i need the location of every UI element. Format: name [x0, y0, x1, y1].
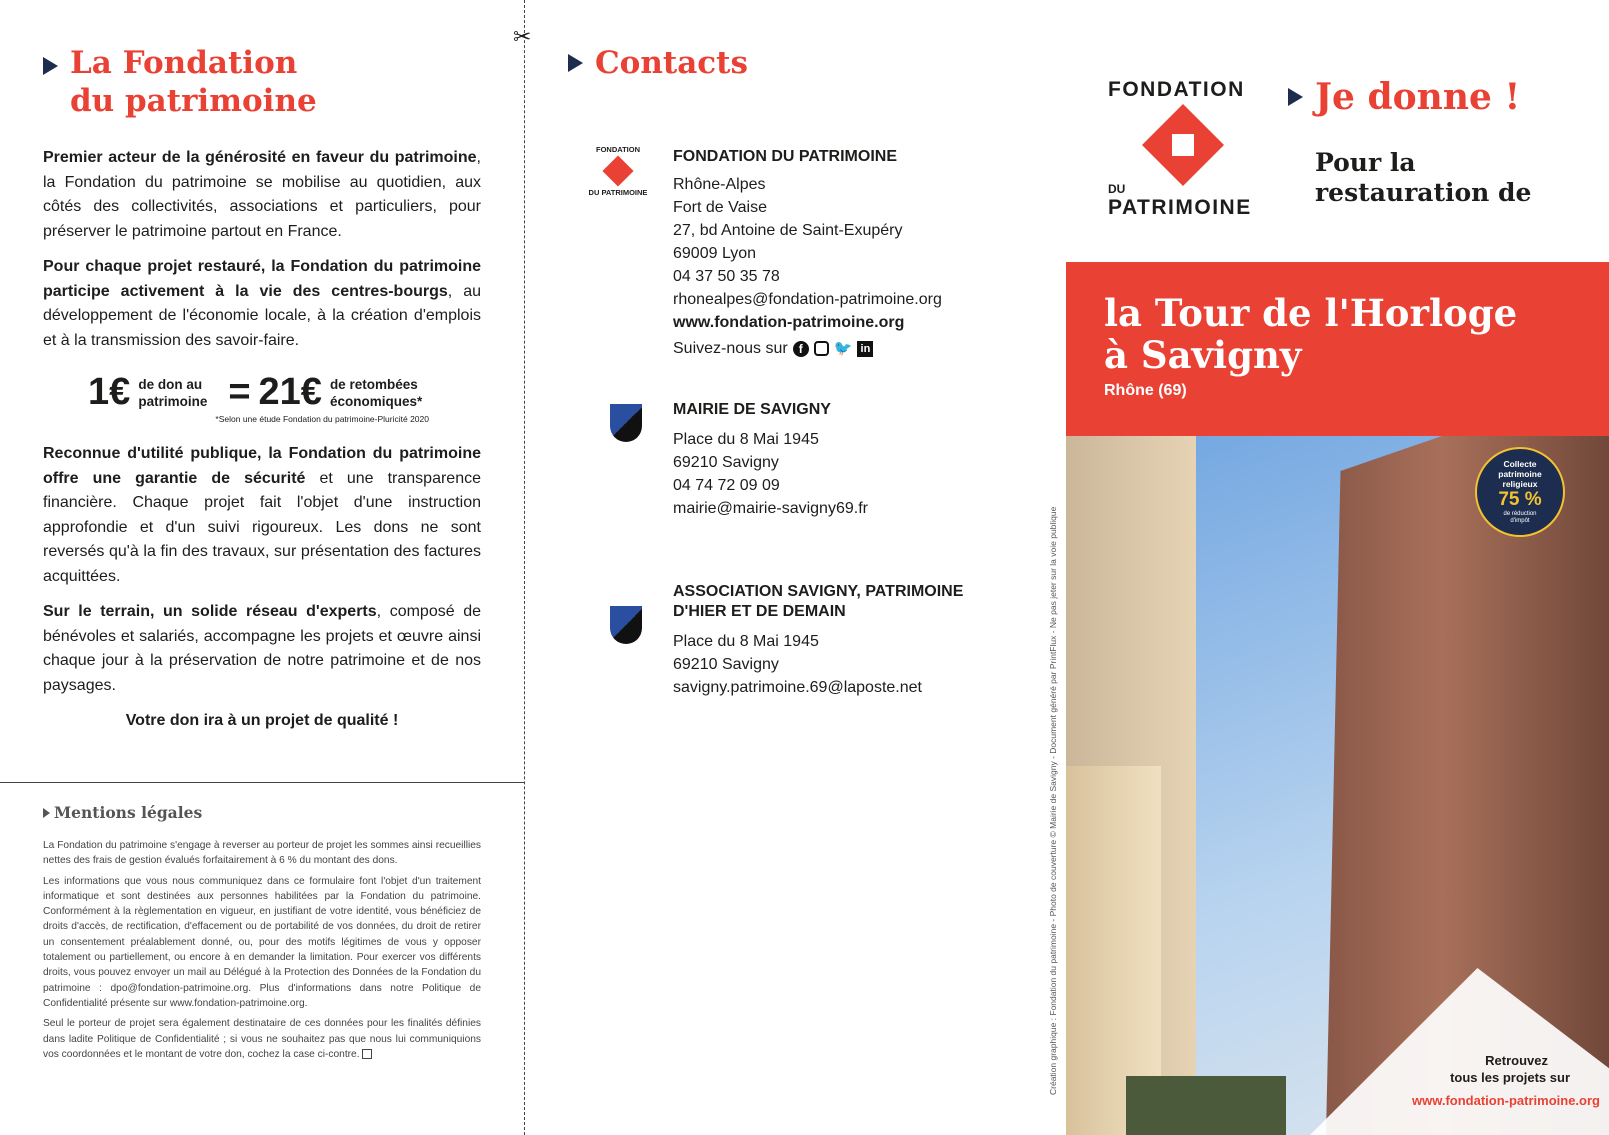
twitter-icon[interactable]: 🐦 [833, 340, 853, 357]
savigny-coat-of-arms-icon [610, 606, 642, 644]
paragraph: Sur le terrain, un solide réseau d'experts, composé de bénévoles et salariés, accompagne les projets et œuvre ainsi chaque jour à la préservation de notre patrimoine et de nos paysages. [43, 603, 481, 694]
contact-fondation: FONDATION DU PATRIMOINE Rhône-Alpes Fort de Vaise 27, bd Antoine de Saint-Exupéry 69009 Lyon 04 37 50 35 78 rhonealpes@fondation-patrimoine.org www.fondation-patrimoine.org Suivez-nous sur f 🐦 in [673, 147, 942, 360]
paragraph: Reconnue d'utilité publique, la Fondation du patrimoine offre une garantie de sécurité et une transparence financière. Chaque projet fait l'objet d'une instruction approfondie et d'un suivi rigoureux. Les dons ne sont reversés qu'à la fin des travaux, sur présentation des factures acquittées. [43, 445, 482, 585]
corner-text: tous les projets sur [1450, 1070, 1570, 1085]
legal-title: Mentions légales [54, 803, 203, 822]
email-link[interactable]: rhonealpes@fondation-patrimoine.org [673, 291, 942, 308]
email-link[interactable]: savigny.patrimoine.69@laposte.net [673, 679, 922, 696]
corner-text: Retrouvez [1485, 1053, 1548, 1068]
instagram-icon[interactable] [814, 341, 829, 356]
savigny-coat-of-arms-icon [610, 404, 642, 442]
linkedin-icon[interactable]: in [857, 341, 873, 357]
contacts-title: Contacts [595, 45, 748, 81]
paragraph: Pour chaque projet restauré, la Fondation du patrimoine participe activement à la vie des centres-bourgs, au développement de l'économie locale, à la création d'emplois et à la transmission des savoir-faire. [43, 258, 481, 349]
left-panel [43, 44, 481, 730]
stat-footnote: *Selon une étude Fondation du patrimoine-Pluricité 2020 [215, 414, 429, 424]
project-title: à Savigny [1104, 333, 1302, 377]
bullet-triangle-icon [43, 808, 50, 818]
contact-association: ASSOCIATION SAVIGNY, PATRIMOINE D'HIER ET DE DEMAIN Place du 8 Mai 1945 69210 Savigny savigny.patrimoine.69@laposte.net [673, 582, 963, 699]
headline: Je donne ! [1315, 76, 1521, 118]
legal-paragraph: Seul le porteur de projet sera également destinataire de ces données pour les finalités définies dans ladite Politique de Confidentialité ; si vous ne souhaitez pas que nous lui communiquions vos coordonnées et le montant de votre don, cochez la case ci-contre. [43, 1018, 481, 1060]
opt-out-checkbox[interactable] [362, 1049, 372, 1059]
legal-section [43, 803, 481, 1067]
paragraph: Premier acteur de la générosité en faveur du patrimoine, la Fondation du patrimoine se mobilise au quotidien, aux côtés des collectivités, associations et particuliers, pour préserver le patrimoine partout en France. [43, 149, 481, 240]
scissors-icon: ✂ [513, 24, 532, 49]
legal-paragraph: La Fondation du patrimoine s'engage à reverser au porteur de projet les sommes ainsi recueillies nettes des frais de gestion évalués forfaitairement à 6 % du montant des dons. [43, 840, 481, 867]
cut-divider [0, 782, 525, 783]
section-title: La Fondation du patrimoine [70, 45, 317, 119]
fold-line [524, 0, 525, 1135]
bullet-triangle-icon [568, 54, 583, 72]
closing-line: Votre don ira à un projet de qualité ! [125, 712, 399, 729]
project-banner [1066, 262, 1609, 436]
website-link[interactable]: www.fondation-patrimoine.org [1411, 1093, 1600, 1108]
fondation-logo: FONDATION DU PATRIMOINE [1108, 78, 1252, 219]
legal-paragraph: Les informations que vous nous communiquez dans ce formulaire font l'objet d'un traitement informatique et sont destinées aux personnes habilitées par la Fondation du patrimoine. Conformément à la règlementation en vigueur, en justifiant de votre identité, vous bénéficiez de droits d'accès, de rectification, d'effacement ou de portabilité de vos données, du droit de retirer un consentement préalablement donné, ou, pour des motifs légitimes de vous y opposer totalement ou partiellement, ou encore à en demander la limitation. Pour exercer vos différents droits, vous pouvez envoyer un mail au Délégué à la Protection des Données de la Fondation du patrimoine : dpo@fondation-patrimoine.org. Plus d'informations dans notre Politique de Confidentialité présente sur www.fondation-patrimoine.org. [43, 875, 481, 1009]
cover-subtitle: Pour la restauration de [1315, 148, 1532, 207]
fondation-logo-small: FONDATION DU PATRIMOINE [588, 145, 648, 197]
contact-mairie: MAIRIE DE SAVIGNY Place du 8 Mai 1945 69210 Savigny 04 74 72 09 09 mairie@mairie-savigny69.fr [673, 400, 868, 520]
facebook-icon[interactable]: f [793, 341, 809, 357]
bullet-triangle-icon [43, 57, 58, 75]
email-link[interactable]: mairie@mairie-savigny69.fr [673, 500, 868, 517]
vertical-credit: Création graphique : Fondation du patrimoine - Photo de couverture © Mairie de Savigny - Document généré par PrintFlux - Ne pas jeter sur la voie publique [1048, 506, 1058, 1095]
tax-badge: Collecte patrimoine religieux 75 % de réduction d'impôt [1475, 447, 1565, 537]
project-title: la Tour de l'Horloge [1104, 291, 1518, 335]
bullet-triangle-icon [1288, 88, 1303, 106]
website-link[interactable]: www.fondation-patrimoine.org [673, 314, 905, 331]
stat-block: 1€ de don au patrimoine = 21€ de retombées économiques* [88, 371, 423, 413]
project-region: Rhône (69) [1104, 382, 1187, 399]
